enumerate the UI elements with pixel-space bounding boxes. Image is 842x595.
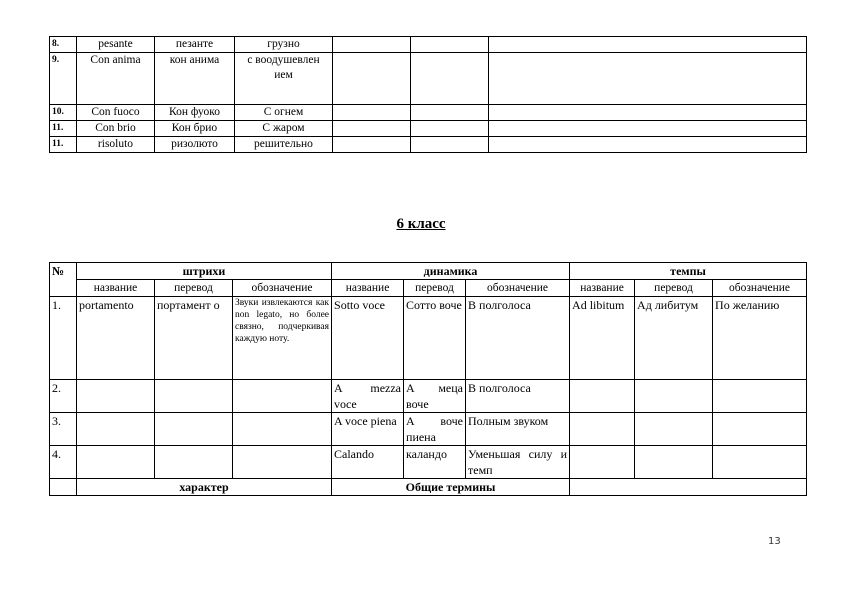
empty-cell	[570, 413, 635, 446]
designation-subheader: обозначение	[466, 280, 570, 297]
empty-cell	[155, 380, 233, 413]
empty-cell	[635, 413, 713, 446]
empty-cell	[411, 105, 489, 121]
empty-cell	[155, 413, 233, 446]
row-number: 8.	[50, 37, 77, 53]
row-number: 11.	[50, 121, 77, 137]
terms-table-continued	[49, 36, 807, 153]
table-row	[50, 121, 807, 137]
term-cell: Con brio	[77, 121, 155, 137]
empty-cell	[489, 137, 807, 153]
empty-cell	[411, 37, 489, 53]
empty-cell	[50, 479, 77, 496]
translation-cell: С огнем	[235, 105, 333, 121]
designation-subheader: обозначение	[713, 280, 807, 297]
empty-cell	[333, 53, 411, 105]
general-terms-header: Общие термины	[332, 479, 570, 496]
empty-cell	[489, 53, 807, 105]
row-number: 11.	[50, 137, 77, 153]
dynamic-designation: В полголоса	[466, 297, 570, 380]
dynamic-translation: Сотто воче	[404, 297, 466, 380]
empty-cell	[489, 37, 807, 53]
table-row	[50, 137, 807, 153]
pronunciation-cell: кон анима	[155, 53, 235, 105]
empty-cell	[570, 446, 635, 479]
table-footer-row	[50, 479, 807, 496]
empty-cell	[233, 413, 332, 446]
shtrikh-designation: Звуки извлекаются как non legato, но более связно, подчеркивая каждую ноту.	[233, 297, 332, 380]
empty-cell	[233, 380, 332, 413]
name-subheader: название	[332, 280, 404, 297]
section-heading: 6 класс	[396, 216, 446, 232]
dynamic-designation: В полголоса	[466, 380, 570, 413]
tempy-header: темпы	[570, 263, 807, 280]
page-number: 13	[768, 536, 781, 547]
dynamic-designation: Полным звуком	[466, 413, 570, 446]
empty-cell	[333, 137, 411, 153]
empty-cell	[635, 446, 713, 479]
translation-cell: с воодушевлен ием	[235, 53, 333, 105]
empty-cell	[333, 121, 411, 137]
empty-cell	[333, 37, 411, 53]
empty-cell	[411, 121, 489, 137]
translation-cell: грузно	[235, 37, 333, 53]
row-number: 3.	[50, 413, 77, 446]
empty-cell	[713, 446, 807, 479]
empty-cell	[77, 413, 155, 446]
main-table-body	[50, 263, 807, 496]
empty-cell	[489, 105, 807, 121]
term-cell: Con fuoco	[77, 105, 155, 121]
shtrikh-translation: портамент о	[155, 297, 233, 380]
empty-cell	[635, 380, 713, 413]
empty-cell	[411, 53, 489, 105]
terms-table-body	[50, 37, 807, 153]
term-cell: pesante	[77, 37, 155, 53]
table-row	[50, 105, 807, 121]
name-subheader: название	[570, 280, 635, 297]
table-row	[50, 53, 807, 105]
character-header: характер	[77, 479, 332, 496]
empty-cell	[570, 380, 635, 413]
pronunciation-cell: пезанте	[155, 37, 235, 53]
empty-cell	[411, 137, 489, 153]
translation-subheader: перевод	[635, 280, 713, 297]
translation-cell: С жаром	[235, 121, 333, 137]
pronunciation-cell: Кон брио	[155, 121, 235, 137]
empty-cell	[155, 446, 233, 479]
tempo-designation: По желанию	[713, 297, 807, 380]
table-row	[50, 413, 807, 446]
shtrikh-name: portamento	[77, 297, 155, 380]
row-number: 9.	[50, 53, 77, 105]
term-cell: Con anima	[77, 53, 155, 105]
row-number: 10.	[50, 105, 77, 121]
dynamic-name: A voce piena	[332, 413, 404, 446]
shtrikhi-header: штрихи	[77, 263, 332, 280]
empty-cell	[77, 446, 155, 479]
dynamic-designation: Уменьшая силу и темп	[466, 446, 570, 479]
row-number: 4.	[50, 446, 77, 479]
dinamika-header: динамика	[332, 263, 570, 280]
row-number: 2.	[50, 380, 77, 413]
empty-cell	[713, 380, 807, 413]
row-number: 1.	[50, 297, 77, 380]
table-row	[50, 446, 807, 479]
term-cell: risoluto	[77, 137, 155, 153]
translation-subheader: перевод	[155, 280, 233, 297]
name-subheader: название	[77, 280, 155, 297]
dynamic-translation: А воче пиена	[404, 413, 466, 446]
pronunciation-cell: ризолюто	[155, 137, 235, 153]
empty-cell	[489, 121, 807, 137]
number-header: №	[50, 263, 77, 297]
empty-cell	[713, 413, 807, 446]
dynamic-translation: А меца воче	[404, 380, 466, 413]
grade-6-terms-table	[49, 262, 807, 496]
table-row	[50, 37, 807, 53]
table-row	[50, 297, 807, 380]
translation-subheader: перевод	[404, 280, 466, 297]
empty-cell	[570, 479, 807, 496]
pronunciation-cell: Кон фуоко	[155, 105, 235, 121]
table-group-header	[50, 263, 807, 280]
empty-cell	[233, 446, 332, 479]
table-subheader	[50, 280, 807, 297]
empty-cell	[77, 380, 155, 413]
tempo-name: Ad libitum	[570, 297, 635, 380]
dynamic-name: A mezza voce	[332, 380, 404, 413]
empty-cell	[333, 105, 411, 121]
dynamic-name: Calando	[332, 446, 404, 479]
tempo-translation: Ад либитум	[635, 297, 713, 380]
dynamic-name: Sotto voce	[332, 297, 404, 380]
dynamic-translation: каландо	[404, 446, 466, 479]
table-row	[50, 380, 807, 413]
designation-subheader: обозначение	[233, 280, 332, 297]
translation-cell: решительно	[235, 137, 333, 153]
